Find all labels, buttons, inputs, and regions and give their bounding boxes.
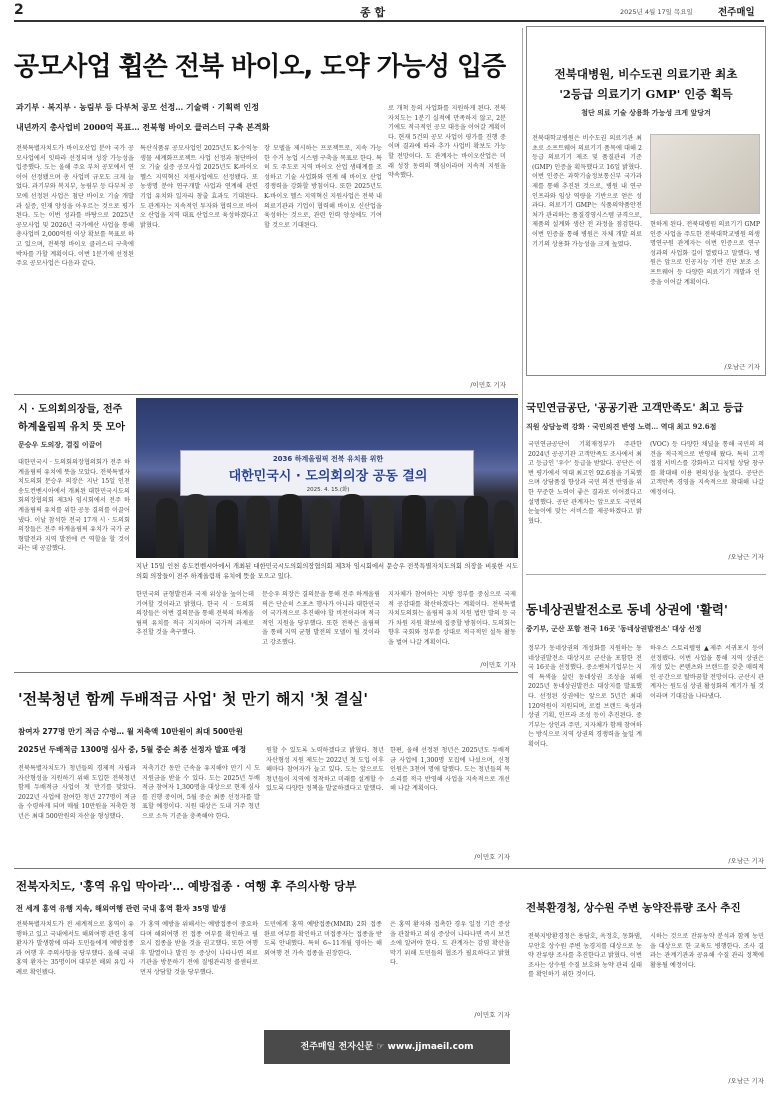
photo-banner-title: 2036 하계올림픽 전북 유치를 위한 [272,455,384,463]
right-story-1 [526,26,766,376]
middle-left-body: 대한민국시 · 도의회의장협의회가 전주 하계올림픽 유치에 뜻을 모았다. 전북특별자치도의회 문승우 의장은 지난 15일 인천 송도컨벤시아에서 개최된 대한민국시도의회의장협의회 제3차 임시회에서 전주 하계올림픽 유치를 위한 공동 결의를 이끌어냈다. 이날 참석한 전국 17개 시 · 도의회 의장들은 전주 하계올림픽 유치가 국가 균형발전과 지역 발전에 큰 역할을 할 것이라는 데 공감했다. [18,459,130,553]
right-story-2-rule [526,574,766,575]
council-photo [136,398,518,558]
issue-date: 2025년 4월 17일 목요일 [620,8,693,16]
photo-banner-date: 2025. 4. 15.(화) [306,487,350,493]
top-story-subhead2: 내년까지 총사업비 2000억 목표… 전북형 바이오 클러스터 구축 본격화 [16,122,270,132]
right-story-2-col2: (VOC) 등 다양한 채널을 통해 국민의 의견을 적극적으로 반영해 왔다. 특히 고객 접점 서비스를 강화하고 디지털 상담 창구를 확대해 이용 편의성을 높였다. 공단은 고객만족 경영을 지속적으로 확대해 나갈 예정이다. [650,441,764,496]
photo-banner-main: 대한민국시 · 도의회의장 공동 결의 [228,469,428,484]
top-story-byline: /이민호 기자 [470,381,506,389]
farm-byline: /오남근 기자 [728,1077,764,1085]
e-paper-banner[interactable]: 전주매일 전자신문 ☞ www.jjmaeil.com [264,1030,510,1064]
photo-caption: 지난 15일 인천 송도컨벤시아에서 개최된 대한민국시도의회의장협의회 제3차 임시회에서 문승우 전북특별자치도의회 의장을 비롯한 시도의회 의장들이 전주 하계올림픽 유치에 뜻을 모으고 있다. [136,563,518,580]
right-story-2-subhead: 직원 상담능력 강화 · 국민의견 반영 노력… 역대 최고 92.6점 [526,422,717,431]
farm-col2: 시하는 것으로 잔류농약 분석과 함께 농민을 대상으로 한 교육도 병행한다. 조사 결과는 관계기관과 공유해 수질 관리 정책에 활용될 예정이다. [650,933,764,969]
top-story-col4: 로 개척 등의 사업화를 지원하게 된다. 전북자치도는 1분기 실적에 만족하지 않고, 2분기에도 적극적인 공모 대응을 이어갈 계획이다. 현재 5건의 공모 사업이 평가를 진행 중이며 결과에 따라 추가 사업비 확보도 가능할 전망이다. 도 관계자는 바이오산업은 미래 성장 동력의 핵심이라며 지속적 지원을 약속했다. [388,105,506,180]
page-number: 2 [14,2,24,18]
measles-byline: /이민호 기자 [474,1011,510,1019]
middle-left-subhead: 문승우 도의장, 결집 이끌어 [18,440,103,449]
masthead-rule [14,20,764,22]
top-story-col1: 전북특별자치도가 바이오산업 분야 국가 공모사업에서 잇따라 선정되며 성장 가능성을 입증했다. 도는 올해 주요 부처 공모에서 연이어 선정됐으며 총 사업비 규모도 크게 늘었다. 과기부와 복지부, 농림부 등 다부처 공모에 선정된 사업은 첨단 바이오 기술 개발과 실증, 인재 양성을 아우르는 것으로 평가된다. 도는 이번 성과를 바탕으로 2025년 공모사업 및 2026년 국가예산 사업을 통해 총사업비 2,000억원 이상 확보를 목표로 하고 있으며, 전북형 바이오 클러스터 구축에 박차를 가할 계획이다. 이번 1분기에 선정된 주요 공모사업은 다음과 같다. [16,145,134,268]
photo-banner [180,450,474,496]
right-story-2-headline: 국민연금공단, '공공기관 고객만족도' 최고 등급 [526,402,744,414]
right-story-3-col2: 하우스 스토리텔링 ▲제주 서귀포시 등이 선정됐다. 이번 사업을 통해 지역 상권은 개성 있는 콘텐츠와 브랜드를 갖춘 매력적인 공간으로 탈바꿈할 전망이다. 군산시 관계자는 원도심 상권 활성화의 계기가 될 것이라며 기대감을 나타냈다. [650,645,764,700]
right-story-3-subhead: 중기부, 군산 포함 전국 16곳 '동네상권발전소' 대상 선정 [526,624,702,633]
right-story-1-image [650,134,760,214]
right-story-1-headline-line1: 전북대병원, 비수도권 의료기관 최초 [554,67,738,81]
right-story-3 [526,580,766,880]
middle-text-col2: 문승우 의장은 결의문을 통해 전주 하계올림픽은 단순히 스포츠 행사가 아니라 대한민국이 국가적으로 추진해야 할 비전이라며 적극적인 지원을 당부했다. 또한 전북은 올림픽을 통해 지역 균형 발전의 모델이 될 것이라고 강조했다. [262,591,380,646]
middle-text-byline: /이민호 기자 [480,661,516,669]
youth-subhead2: 2025년 두배적금 1300명 심사 중, 5월 중순 최종 선정자 발표 예정 [18,745,247,754]
top-story-headline: 공모사업 휩쓴 전북 바이오, 도약 가능성 입증 [14,52,506,82]
right-story-2-byline: /오남근 기자 [728,553,764,561]
top-story-subhead1: 과기부 · 복지부 · 농림부 등 다부처 공모 선정… 기술력 · 기획력 인정 [16,102,259,112]
top-story-divider [522,28,523,718]
farm-col1: 전북지방환경청은 용담호, 옥정호, 동화댐, 부안호 상수원 주변 농경지를 대상으로 농약 잔류량 조사를 추진한다고 밝혔다. 이번 조사는 상수원 수질 보호와 농약 관리 실태를 확인하기 위한 것이다. [528,933,642,979]
youth-headline: '전북청년 함께 두배적금 사업' 첫 만기 해지 '첫 결실' [18,690,368,708]
youth-rule [14,672,518,673]
right-story-2-col1: 국민연금공단이 기획재정부가 주관한 2024년 공공기관 고객만족도 조사에서 최고 등급인 '우수' 등급을 받았다. 공단은 이번 평가에서 역대 최고인 92.6점을 기록했으며 상담품질 향상과 국민 의견 반영을 위한 꾸준한 노력이 좋은 결과로 이어졌다고 설명했다. 공단 관계자는 앞으로도 국민의 눈높이에 맞는 서비스를 제공하겠다고 밝혔다. [528,441,642,525]
measles-col4: 은 홍역 환자와 접촉한 경우 일정 기간 증상을 관찰하고 의심 증상이 나타나면 즉시 보건소에 알려야 한다. 도 관계자는 감염 확산을 막기 위해 도민들의 협조가 필요하다고 밝혔다. [390,921,510,967]
measles-story [14,872,518,1094]
youth-subhead1: 참여자 277명 만기 적금 수령… 월 저축액 10만원이 최대 500만원 [18,727,243,736]
right-story-1-byline: /오남근 기자 [724,363,760,371]
farm-headline: 전북환경청, 상수원 주변 농약잔류량 조사 추진 [526,902,741,914]
right-story-2 [526,392,766,572]
measles-rule [14,868,766,869]
middle-left-headline-line1: 시 · 도의회의장들, 전주 [18,404,123,415]
top-story-col2: 특산식품류 공모사업인 2025년도 K-수익농생물 세계화프로젝트 사업 선정과 첨단바이오 기술 실증 공모사업 2025년도 K-바이오 헬스 지역혁신 지원사업에도 선정됐다. 또 농생명 분야 연구개발 사업과 연계해 관련 기업 유치와 일자리 창출 효과도 기대된다. 도 관계자는 지속적인 투자와 협력으로 바이오 산업을 지역 대표 산업으로 육성하겠다고 밝혔다. [140,145,258,229]
youth-col1: 전북특별자치도가 청년들의 경제적 자립과 자산형성을 지원하기 위해 도입한 전북청년 함께 두배적금 사업이 첫 만기를 맞았다. 2022년 사업에 참여한 청년 277명이 적금을 수령하게 되며 매월 10만원을 저축한 청년은 최대 500만원의 자산을 형성했다. [18,765,136,820]
youth-col4: 한편, 올해 선정된 청년은 2025년도 두배적금 사업에 1,300명 모집에 나섰으며, 신청 인원은 3천여 명에 달했다. 도는 청년들의 목소리를 적극 반영해 사업을 지속적으로 개선해 나갈 계획이다. [390,747,510,793]
photo-people [136,494,518,558]
measles-headline: 전북자치도, '홍역 유입 막아라'… 예방접종 · 여행 후 주의사항 당부 [16,879,357,893]
measles-subhead: 전 세계 홍역 유행 지속, 해외여행 관련 국내 홍역 환자 35명 발생 [16,904,227,913]
right-story-1-col2: 현하게 된다. 전북대병원 의료기기 GMP 인증 사업을 주도한 전북대학교병원 의생명연구원 관계자는 이번 인증으로 연구 성과의 사업화 길이 열렸다고 말했다. 병원은 앞으로 인공지능 기반 진단 보조 소프트웨어 등 다양한 의료기기 개발과 인증을 이어갈 계획이다. [650,221,760,286]
farm-story [526,886,766,1092]
right-story-3-col1: 정부가 동네상권의 개성화를 지원하는 동네상권발전소 대상지로 군산을 포함한 전국 16곳을 선정했다. 중소벤처기업부는 지역 특색을 살린 동네상권 조성을 위해 2025년 동네상권발전소 대상지를 발표했다. 선정된 상권에는 앞으로 5년간 최대 120억원이 지원되며, 로컬 브랜드 육성과 상권 기획, 인프라 조성 등이 추진된다. 중기부는 상인과 주민, 지자체가 함께 참여하는 방식으로 지역 상권의 경쟁력을 높일 계획이다. [528,645,642,748]
youth-story [14,676,518,866]
youth-byline: /이민호 기자 [474,853,510,861]
paper-name: 전주매일 [718,7,755,18]
middle-left-headline-line2: 하계올림픽 유치 뜻 모아 [18,422,126,433]
measles-col2: 가 홍역 예방을 위해서는 예방접종이 중요하다며 해외여행 전 접종 여부를 확인하고 필요시 접종을 받을 것을 권고했다. 또한 여행 후 발열이나 발진 등 증상이 나타나면 의료기관을 방문하기 전에 질병관리청 콜센터로 먼저 상담할 것을 당부했다. [140,921,258,976]
right-story-1-subhead: 첨단 의료 기술 상용화 가능성 크게 앞당겨 [581,108,711,117]
right-story-1-headline-line2: '2등급 의료기기 GMP' 인증 획득 [559,87,733,101]
measles-col3: 도민에게 홍역 예방접종(MMR) 2회 접종 완료 여부를 확인하고 미접종자는 접종을 받도록 안내했다. 특히 6~11개월 영아는 해외여행 전 가속 접종을 권장한다. [264,921,382,957]
top-story [14,24,516,394]
middle-left-story [14,396,132,666]
right-story-3-headline: 동네상권발전소로 동네 상권에 '활력' [526,602,728,617]
youth-col3: 원할 수 있도록 노력하겠다고 밝혔다. 청년 자산형성 지원 제도는 2022년 첫 도입 이후 해마다 참여자가 늘고 있다. 도는 앞으로도 청년들이 지역에 정착하고 미래를 설계할 수 있도록 다양한 정책을 발굴하겠다고 말했다. [266,747,384,793]
middle-text-col1: 한민국의 균형발전과 국제 위상을 높이는데 기여할 것이라고 밝혔다. 한국 시 · 도의회 의장들은 이번 결의문을 통해 전북의 하계올림픽 유치를 적극 지지하며 국가적 과제로 추진할 것을 촉구했다. [136,591,254,637]
measles-col1: 전북특별자치도가 전 세계적으로 홍역이 유행하고 있고 국내에서도 해외여행 관련 홍역 환자가 발생함에 따라 도민들에게 예방접종과 여행 후 주의사항을 당부했다. 올해 국내 홍역 환자는 35명이며 대부분 해외 유입 사례로 확인됐다. [16,921,134,976]
middle-text-col3: 지자체가 참여하는 지방 정부를 중심으로 국제적 공감대를 확산하겠다는 계획이다. 전북특별자치도의회는 올림픽 유치 지원 법안 발의 등 국가 차원 지원 확보에 집중할 방침이다. 도의회는 향후 국회와 정부를 상대로 적극적인 설득 활동을 벌여 나갈 계획이다. [388,591,516,646]
top-story-col3: 장 모델을 제시하는 프로젝트로, 지속 가능한 수거 농업 시스템 구축을 목표로 한다. 특히 도 주도로 지역 바이오 산업 생태계를 조성하고 기술 사업화와 연계 해 바이오 산업 경쟁력을 강화할 방침이다. 또한 2025년도 K-바이오 헬스 지역혁신 지원사업은 전북 내 의료기관과 기업이 협력해 바이오 신산업을 육성하는 것으로, 관련 인력 양성에도 기여할 것으로 기대된다. [264,145,382,229]
middle-rule [14,394,518,395]
right-story-1-col1: 전북대학교병원은 비수도권 의료기관 최초로 소프트웨어 의료기기 품목에 대해 2등급 의료기기 제조 및 품질관리 기준(GMP) 인증을 획득했다고 16일 밝혔다. 이번 인증은 과학기술정보통신부 국가과제를 통해 추진된 것으로, 병원 내 연구 인프라와 임상 역량을 기반으로 얻은 성과다. 의료기기 GMP는 식품의약품안전처가 관리하는 품질경영시스템 규격으로, 제품의 설계와 생산 전 과정을 점검한다. 이번 인증을 통해 병원은 자체 개발 의료기기의 상용화 가능성을 크게 높였다. [532,135,642,248]
right-story-3-byline: /오남근 기자 [728,857,764,865]
section-label: 종 합 [360,6,386,19]
youth-col2: 저축기간 동안 근속을 유지해야 만기 시 도 지원금을 받을 수 있다. 도는 2025년 두배적금 참여자 1,300명을 대상으로 현재 심사를 진행 중이며, 5월 중순 최종 선정자를 발표할 예정이다. 지원 대상은 도내 거주 청년으로 소득 기준을 충족해야 한다. [142,765,260,820]
